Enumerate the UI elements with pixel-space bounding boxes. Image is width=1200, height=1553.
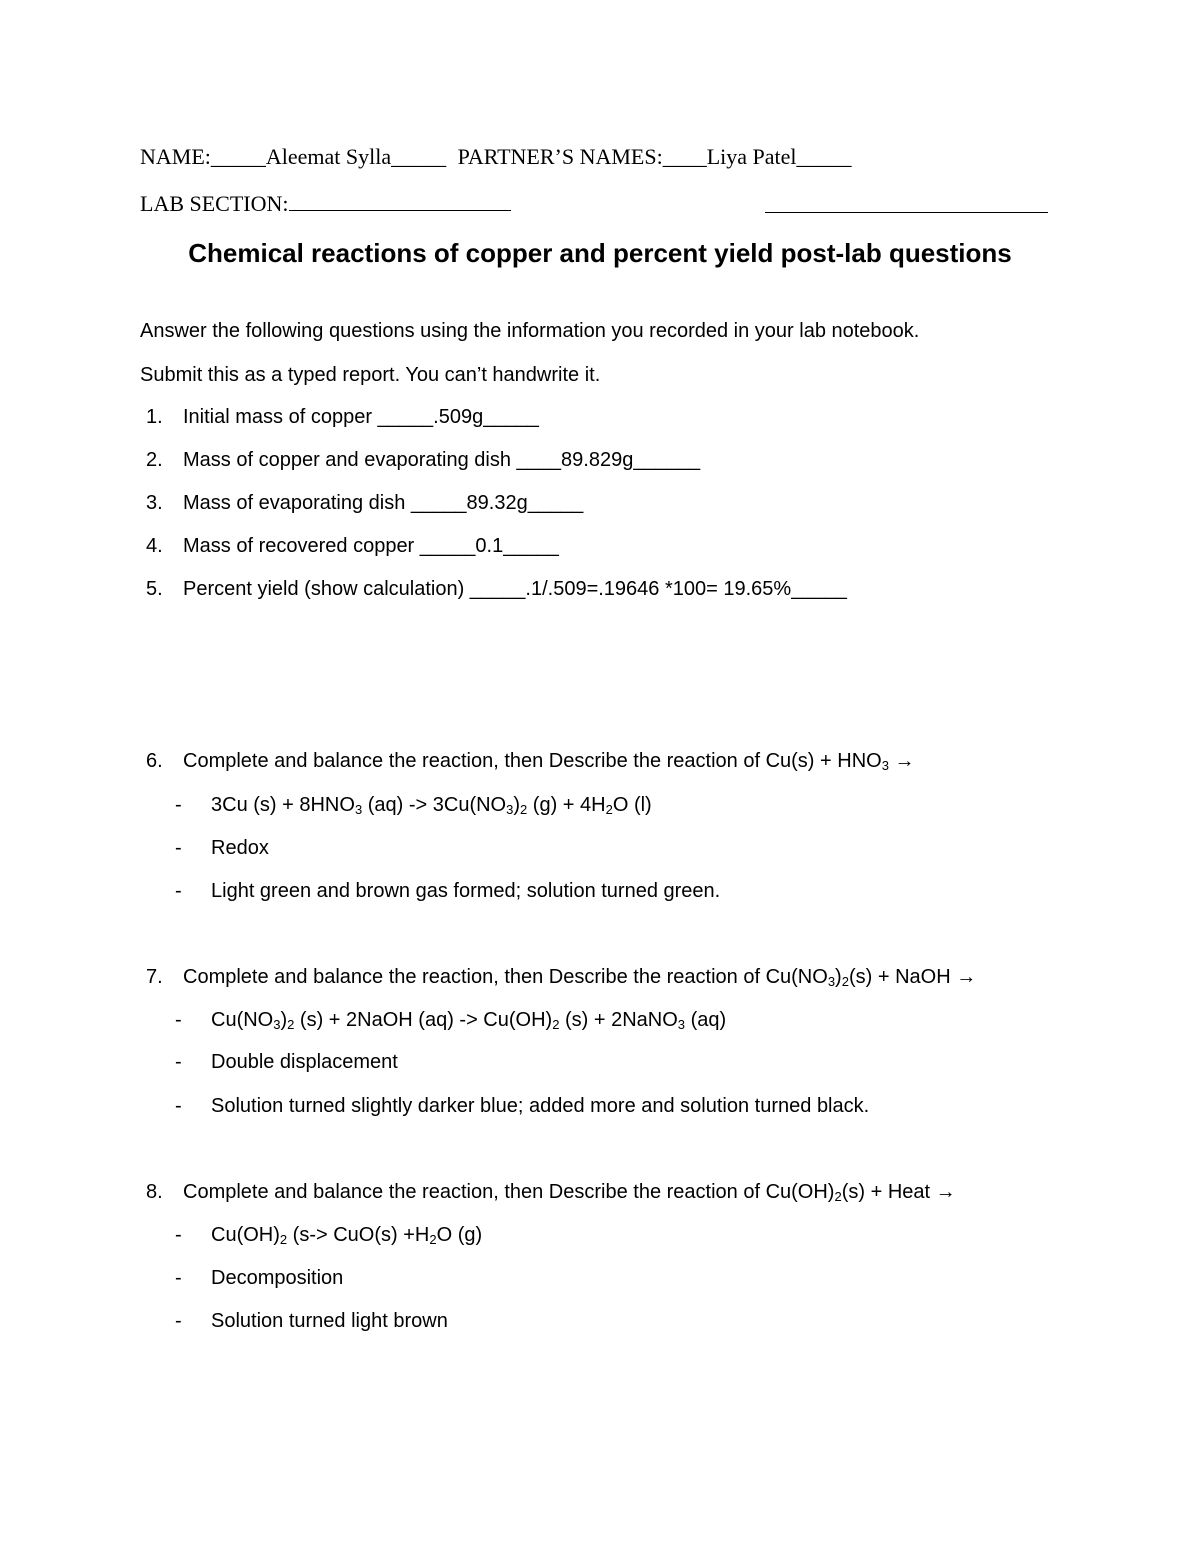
answer-line [0, 1009, 1200, 1035]
extra-blank-line [765, 212, 1048, 213]
question-text: Initial mass of copper _____.509g_____ [183, 406, 539, 428]
dash-bullet: - [175, 1051, 182, 1073]
lab-section-label: LAB SECTION: [140, 191, 289, 216]
question-7 [0, 966, 1200, 992]
reaction-type: Decomposition [211, 1267, 344, 1289]
answer-line [0, 837, 1200, 863]
dash-bullet: - [175, 837, 182, 859]
lab-section-field [140, 190, 511, 217]
question-4 [0, 535, 1200, 561]
question-number: 1. [146, 406, 163, 428]
instruction-line-1: Answer the following questions using the information you recorded in your lab notebook. [140, 320, 920, 342]
observation: Light green and brown gas formed; solution turned green. [211, 880, 721, 902]
dash-bullet: - [175, 1095, 182, 1117]
question-number: 8. [146, 1181, 163, 1203]
dash-bullet: - [175, 1267, 182, 1289]
question-number: 5. [146, 578, 163, 600]
answer-line [0, 1095, 1200, 1121]
answer-line [0, 1224, 1200, 1250]
page-title: Chemical reactions of copper and percent yield post-lab questions [188, 238, 1012, 268]
question-5 [0, 578, 1200, 604]
question-3 [0, 492, 1200, 518]
question-text: Complete and balance the reaction, then Describe the reaction of $Cu(OH)_2(s)$ + Heat → [183, 1181, 956, 1204]
question-number: 4. [146, 535, 163, 557]
question-2 [0, 449, 1200, 475]
answer-line [0, 1267, 1200, 1293]
question-number: 3. [146, 492, 163, 514]
question-text: Mass of evaporating dish _____89.32g_____ [183, 492, 584, 514]
question-1 [0, 406, 1200, 432]
arrow-icon: → [956, 966, 977, 988]
question-number: 6. [146, 750, 163, 772]
reaction-type: Redox [211, 837, 269, 859]
answer-line [0, 794, 1200, 820]
balanced-equation: $Cu(NO_3)_2$ (s) + 2NaOH $(aq) -> Cu(OH)_2$ (s) + 2NaNO$_3$ (aq) [211, 1009, 727, 1032]
dash-bullet: - [175, 1009, 182, 1031]
instruction-line-2: Submit this as a typed report. You can’t handwrite it. [140, 364, 601, 386]
question-number: 7. [146, 966, 163, 988]
question-6 [0, 750, 1200, 776]
observation: Solution turned slightly darker blue; added more and solution turned black. [211, 1095, 870, 1117]
name-field [140, 144, 852, 170]
dash-bullet: - [175, 794, 182, 816]
question-8 [0, 1181, 1200, 1207]
lab-section-blank [289, 190, 511, 211]
partner-label: PARTNER’S NAMES:____Liya Patel_____ [457, 144, 852, 169]
question-number: 2. [146, 449, 163, 471]
answer-line [0, 1310, 1200, 1336]
balanced-equation: 3Cu $(s) + 8HNO_3$ $(aq) -> 3Cu(NO_3)_2$ $(g) + 4H_2O$ (l) [211, 794, 652, 817]
observation: Solution turned light brown [211, 1310, 448, 1332]
balanced-equation: $Cu(OH)_2$ ($s-> CuO(s) +H_2O$ (g) [211, 1224, 483, 1247]
dash-bullet: - [175, 1224, 182, 1246]
question-text: Mass of recovered copper _____0.1_____ [183, 535, 559, 557]
question-text: Percent yield (show calculation) _____.1/.509=.19646 *100= 19.65%_____ [183, 578, 847, 600]
question-text: Complete and balance the reaction, then Describe the reaction of $Cu(s) + HNO_3$ → [183, 750, 915, 773]
arrow-icon: → [894, 750, 915, 772]
answer-line [0, 1051, 1200, 1077]
dash-bullet: - [175, 880, 182, 902]
question-text: Mass of copper and evaporating dish ____89.829g______ [183, 449, 701, 471]
dash-bullet: - [175, 1310, 182, 1332]
answer-line [0, 880, 1200, 906]
arrow-icon: → [935, 1181, 956, 1203]
reaction-type: Double displacement [211, 1051, 398, 1073]
name-label: NAME:_____Aleemat Sylla_____ [140, 144, 447, 169]
question-text: Complete and balance the reaction, then Describe the reaction of $Cu(NO_3)_2(s)$ + NaOH → [183, 966, 977, 989]
